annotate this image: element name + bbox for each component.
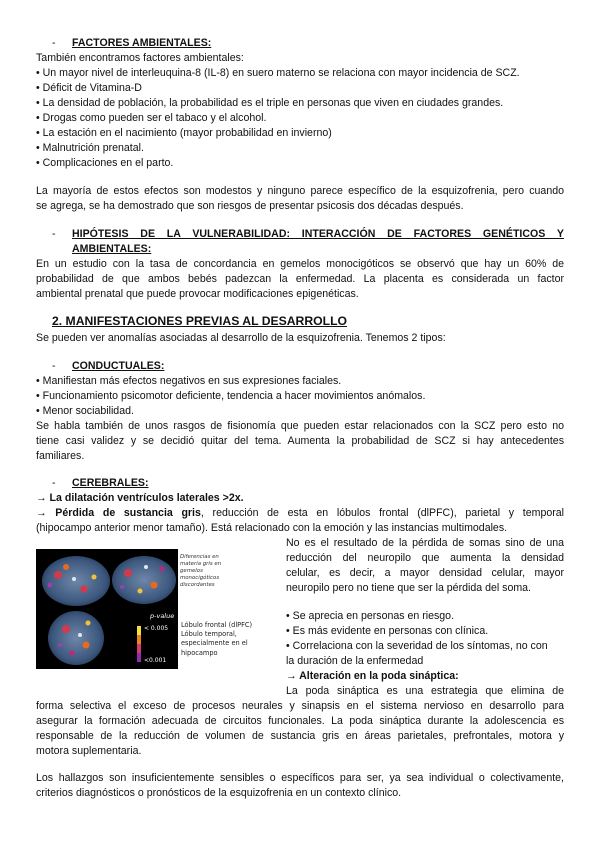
paragraph-line: La poda sináptica es una estrategia que elimina de bbox=[286, 685, 564, 697]
paragraph-line: La mayoría de estos efectos son modestos y ninguno parece específico de la esquizofrenia, pero cuando bbox=[36, 185, 564, 197]
paragraph-line: Los hallazgos son insuficientemente sensibles o específicos para ser, ya sea individual o colectivamente, bbox=[36, 772, 564, 784]
colorbar-orange bbox=[137, 635, 141, 644]
paragraph-line: (hipocampo anterior menor tamaño). Está relacionado con la emoción y las instancias multimodales. bbox=[36, 522, 508, 534]
bullet-item: • Drogas como pueden ser el tabaco y el alcohol. bbox=[36, 112, 267, 124]
bullet-item: • Déficit de Vitamina-D bbox=[36, 82, 142, 94]
heading-dash: - bbox=[52, 477, 56, 489]
heading-dash: - bbox=[52, 37, 56, 49]
paragraph-line: No es el resultado de la pérdida de somas sino de una bbox=[286, 537, 564, 549]
caption-line: monocigóticos bbox=[180, 575, 220, 581]
caption-line: materia gris en bbox=[180, 561, 222, 567]
bullet-item: • Correlaciona con la severidad de los síntomas, no con bbox=[286, 640, 548, 652]
colorbar-yellow bbox=[137, 626, 141, 635]
brain-view-top bbox=[48, 611, 104, 665]
caption-line: Diferencias en bbox=[180, 554, 219, 560]
paragraph-line: reducción del neuropilo que aumenta la densidad bbox=[286, 552, 564, 564]
figure-caption bbox=[180, 554, 221, 589]
paragraph-line: tiene casi validez y se decidió quitar del tema. Aumenta la probabilidad de SCZ si hay antecedentes bbox=[36, 435, 564, 447]
bullet-item: • Complicaciones en el parto. bbox=[36, 157, 174, 169]
brain-view-lateral-left bbox=[42, 556, 110, 606]
paragraph-line: responsable de la reducción de volumen de sustancia gris en áreas parietales, prefrontales, motora y bbox=[36, 730, 564, 742]
bullet-item: • La estación en el nacimiento (mayor probabilidad en invierno) bbox=[36, 127, 332, 139]
bullet-item: la duración de la enfermedad bbox=[286, 655, 424, 667]
paragraph-line: ambiental prenatal que puede provocar modificaciones epigenéticas. bbox=[36, 288, 359, 300]
figure-legend bbox=[181, 621, 252, 658]
paragraph-fragment: , reducción de esta en lóbulos frontal (dlPFC), parietal y temporal bbox=[200, 507, 564, 519]
paragraph-line: Se habla también de unos rasgos de fisionomía que pueden estar relacionados con la SCZ pero esto no bbox=[36, 420, 564, 432]
legend-line: Lóbulo temporal, bbox=[181, 630, 237, 639]
paragraph-line: En un estudio con la tasa de concordancia en gemelos monocigóticos se observó que hay un 60% de bbox=[36, 258, 564, 270]
paragraph-line: probabilidad de que ambos bebés padezcan la enfermedad. La placenta es considerada un factor bbox=[36, 273, 564, 285]
heading-conductuales: CONDUCTUALES: bbox=[72, 360, 165, 372]
paragraph-line: neuropilo pero no tiene que ser la pérdida del soma. bbox=[286, 582, 531, 594]
legend-line: hipocampo bbox=[181, 648, 218, 657]
item-alteracion-poda: → Alteración en la poda sináptica: bbox=[286, 670, 459, 682]
bullet-item: • La densidad de población, la probabilidad es el triple en personas que viven en ciudades grandes. bbox=[36, 97, 504, 109]
bullet-item: • Manifiestan más efectos negativos en sus expresiones faciales. bbox=[36, 375, 342, 387]
paragraph-line: celular, es decir, a mayor densidad celular, mayor bbox=[286, 567, 564, 579]
pvalue-low: <0.001 bbox=[144, 657, 167, 664]
pvalue-high: < 0.005 bbox=[144, 625, 169, 632]
colorbar-red bbox=[137, 644, 141, 653]
bullet-item: • Funcionamiento psicomotor deficiente, tendencia a hacer movimientos anómalos. bbox=[36, 390, 426, 402]
colorbar-purple bbox=[137, 653, 141, 662]
legend-line: especialmente en el bbox=[181, 639, 248, 648]
brain-view-lateral-right bbox=[112, 556, 176, 604]
paragraph-line: familiares. bbox=[36, 450, 85, 462]
heading-dash: - bbox=[52, 228, 56, 240]
arrow-glyph: → bbox=[36, 507, 56, 519]
heading-hipotesis-line2: AMBIENTALES: bbox=[72, 243, 152, 255]
pvalue-label: p-value bbox=[150, 612, 175, 620]
paragraph-line: criterios diagnósticos o pronósticos de la esquizofrenia en un contexto clínico. bbox=[36, 787, 402, 799]
item-perdida-sustancia-gris: Pérdida de sustancia gris bbox=[55, 507, 201, 519]
section-title-manifestaciones: 2. MANIFESTACIONES PREVIAS AL DESARROLLO bbox=[52, 314, 348, 328]
bullet-item: • Un mayor nivel de interleuquina-8 (IL-8) en suero materno se relaciona con mayor incidencia de SCZ. bbox=[36, 67, 520, 79]
paragraph-line: motora suplementaria. bbox=[36, 745, 142, 757]
paragraph-line: forma selectiva el exceso de procesos neurales y sinapsis en el sistema nervioso en desarrollo para bbox=[36, 700, 564, 712]
legend-line: Lóbulo frontal (dlPFC) bbox=[181, 621, 253, 629]
caption-line: gemelos bbox=[180, 568, 203, 574]
heading-hipotesis-line1: HIPÓTESIS DE LA VULNERABILIDAD: INTERACCIÓN DE FACTORES GENÉTICOS Y bbox=[72, 228, 564, 240]
bullet-item: • Malnutrición prenatal. bbox=[36, 142, 144, 154]
paragraph-line: También encontramos factores ambientales: bbox=[36, 52, 244, 64]
paragraph-line: asegurar la formación adecuada de circuitos funcionales. La poda sináptica durante la adolescencia es bbox=[36, 715, 564, 727]
heading-cerebrales: CEREBRALES: bbox=[72, 477, 149, 489]
paragraph-line bbox=[36, 506, 564, 521]
bullet-item: • Es más evidente en personas con clínica. bbox=[286, 625, 489, 637]
caption-line: discordantes bbox=[180, 582, 215, 588]
paragraph-line: se agrega, se ha demostrado que son riesgos de presentar psicosis dos décadas después. bbox=[36, 200, 464, 212]
item-dilatacion-ventriculos: → La dilatación ventrículos laterales >2x. bbox=[36, 492, 244, 504]
paragraph-line: Se pueden ver anomalías asociadas al desarrollo de la esquizofrenia. Tenemos 2 tipos: bbox=[36, 332, 446, 344]
heading-factores-ambientales: FACTORES AMBIENTALES: bbox=[72, 37, 212, 49]
heading-dash: - bbox=[52, 360, 56, 372]
brain-figure bbox=[36, 549, 283, 669]
bullet-item: • Menor sociabilidad. bbox=[36, 405, 134, 417]
bullet-item: • Se aprecia en personas en riesgo. bbox=[286, 610, 455, 622]
